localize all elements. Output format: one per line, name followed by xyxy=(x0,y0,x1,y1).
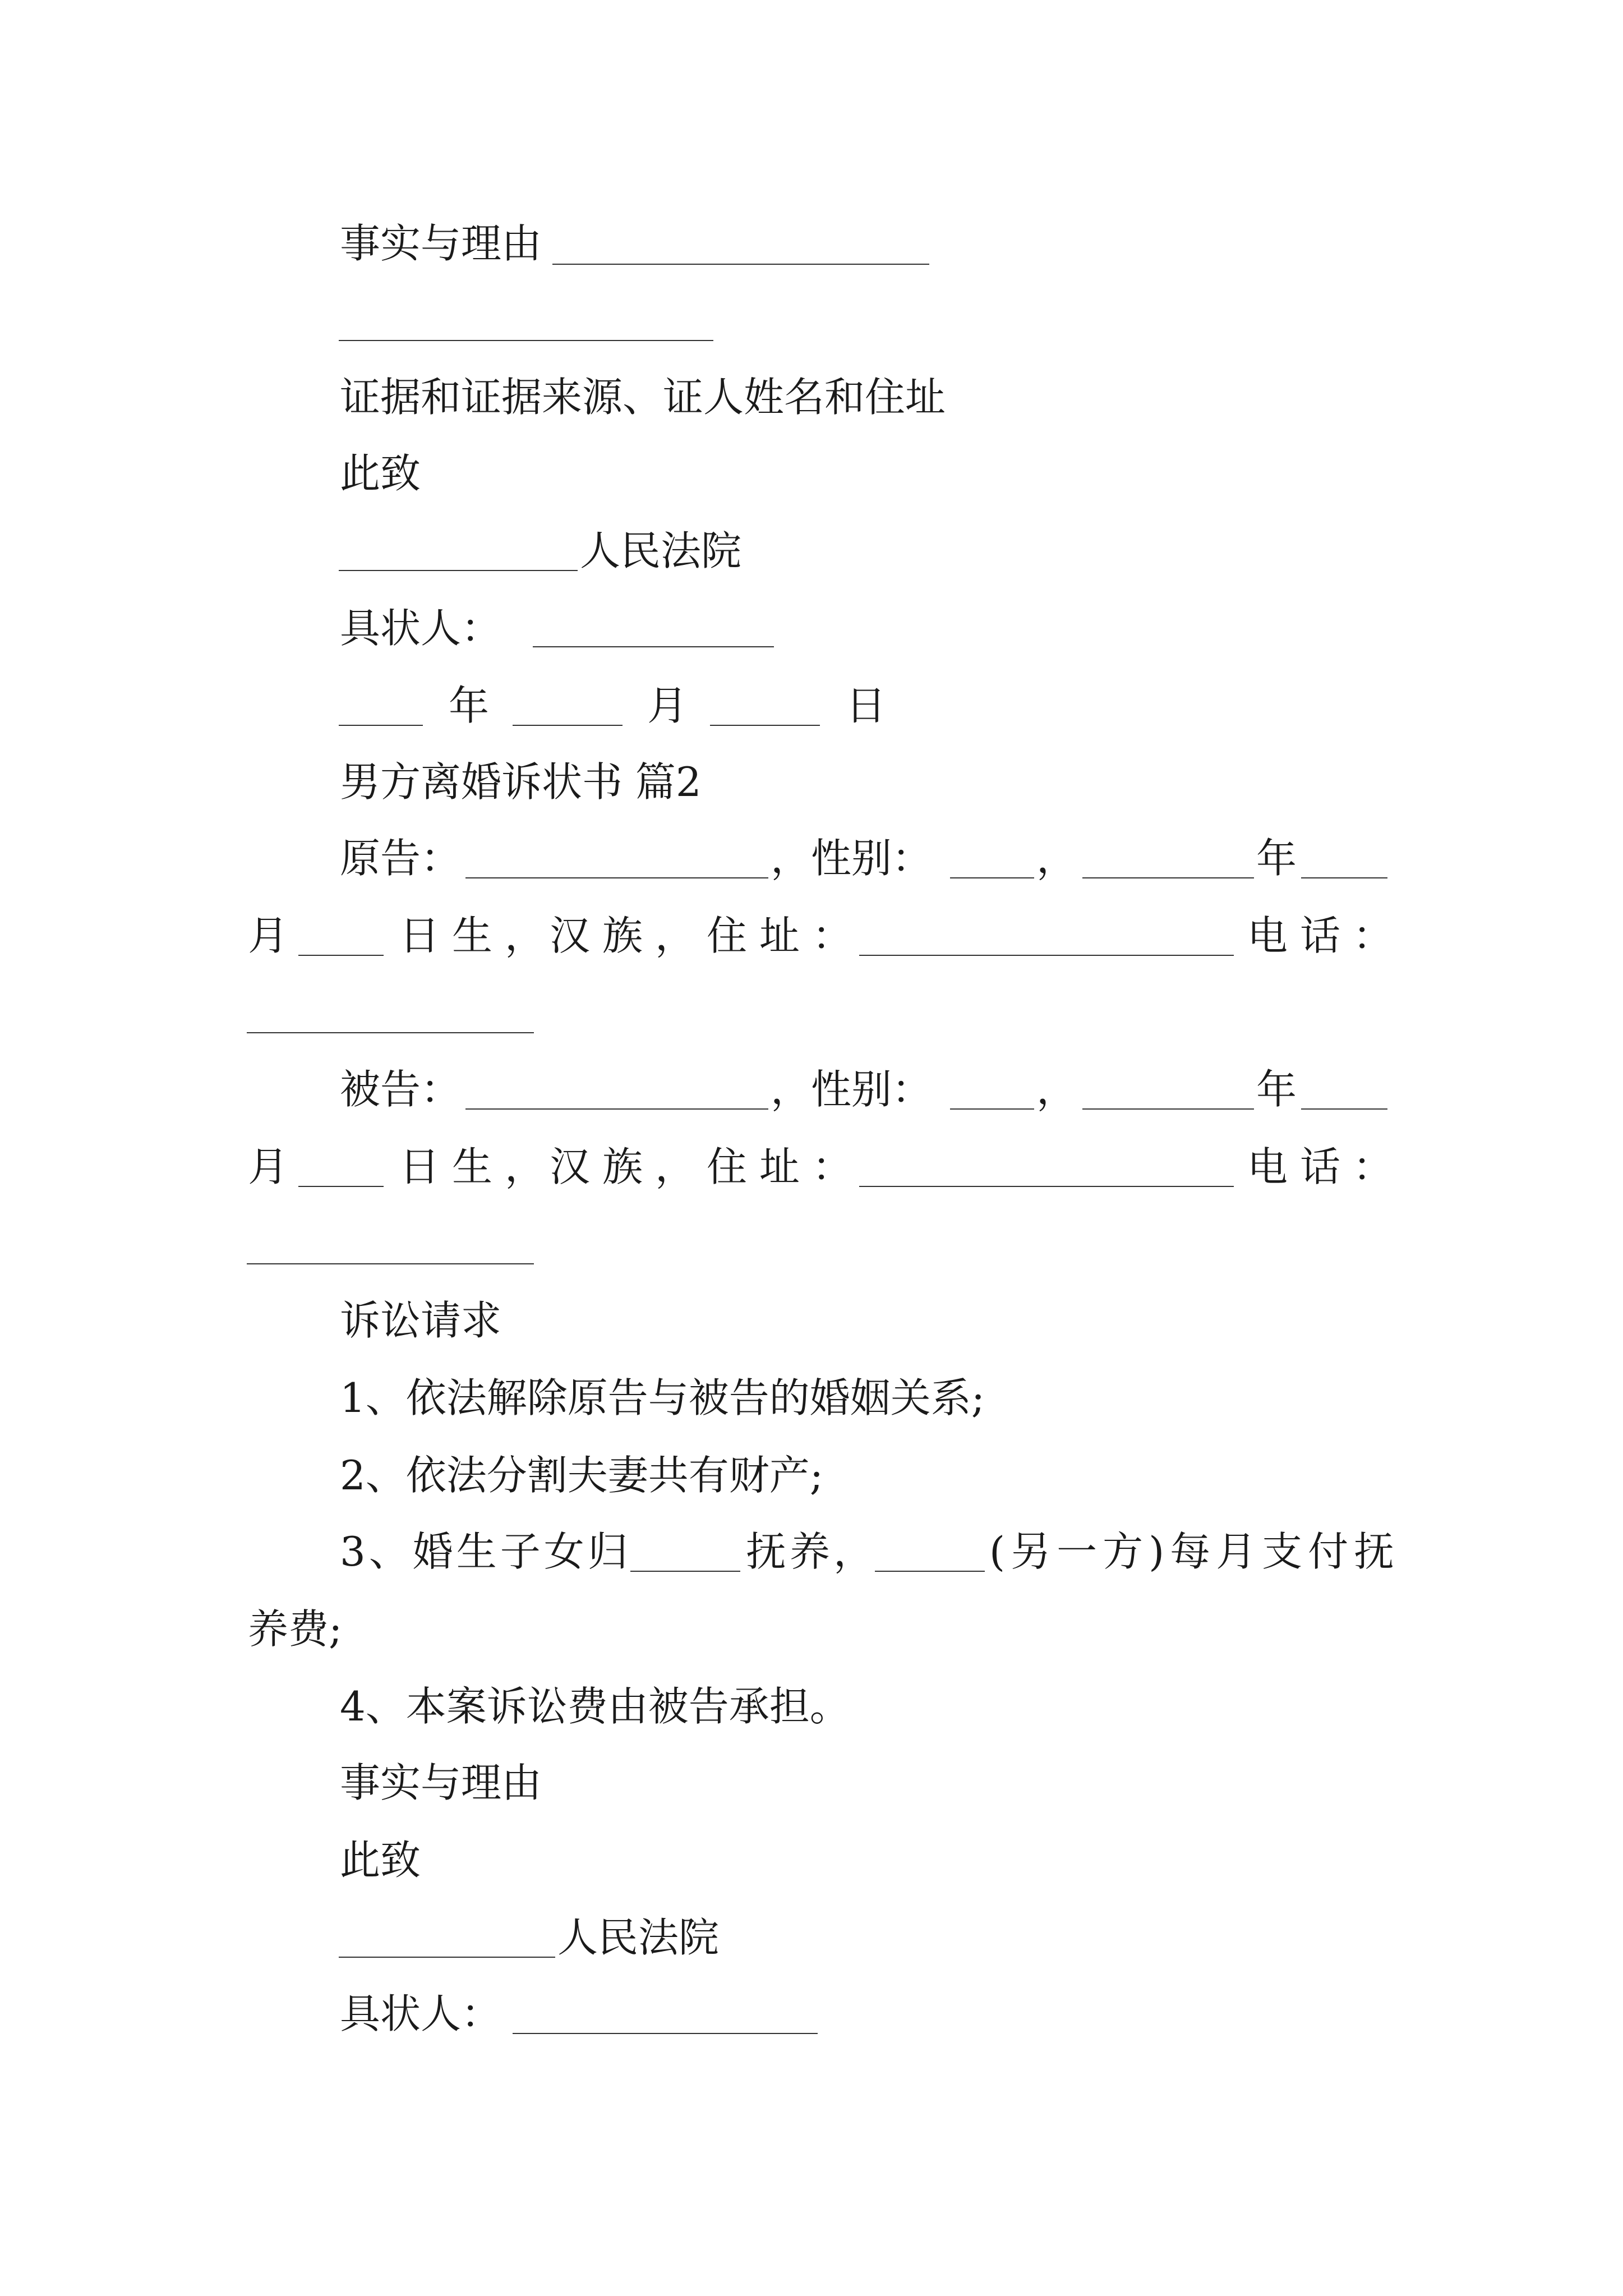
section-heading: 男方离婚诉状书 篇2 xyxy=(340,758,702,806)
defendant-gender-label: ，性别： xyxy=(771,1066,933,1113)
claims-label: 诉讼请求 xyxy=(340,1297,502,1344)
defendant-name-blank xyxy=(465,1108,768,1110)
defendant-phone-blank xyxy=(247,1263,534,1264)
date-day-blank xyxy=(710,725,820,726)
plaintiff-sep: ， xyxy=(1036,835,1077,882)
plaintiff-month-blank-a xyxy=(1301,877,1387,878)
signer-blank-2 xyxy=(513,2033,818,2034)
defendant-phone-label: 电话： xyxy=(1247,1143,1406,1190)
plaintiff-gender-blank xyxy=(950,877,1034,878)
signer-label-2: 具状人： xyxy=(340,1990,502,2037)
plaintiff-born-label: 日生， xyxy=(399,912,558,959)
date-year-label: 年 xyxy=(449,682,490,729)
claim-3-part-c: (另一方)每月支付抚 xyxy=(989,1528,1400,1575)
plaintiff-ethnicity: 汉族， xyxy=(550,912,708,959)
plaintiff-day-blank xyxy=(298,955,384,956)
defendant-born-label: 日生， xyxy=(399,1143,558,1190)
court-name-blank-2 xyxy=(339,1957,555,1958)
claim-3-payer-blank xyxy=(875,1571,985,1572)
defendant-year-blank xyxy=(1082,1108,1254,1110)
facts-reasons-label-2: 事实与理由 xyxy=(340,1759,542,1806)
defendant-month-blank-a xyxy=(1301,1108,1387,1110)
court-suffix-2: 人民法院 xyxy=(557,1914,720,1961)
defendant-ethnicity: 汉族， xyxy=(550,1143,708,1190)
defendant-gender-blank xyxy=(950,1108,1034,1110)
facts-reasons-label xyxy=(340,220,542,267)
facts-blank-line-1 xyxy=(552,264,929,265)
court-name-blank xyxy=(339,570,578,571)
claim-3-part-b: 抚养， xyxy=(746,1528,878,1575)
date-month-label: 月 xyxy=(647,682,688,729)
claim-4: 4、本案诉讼费由被告承担。 xyxy=(340,1683,850,1730)
plaintiff-year-blank xyxy=(1082,877,1254,878)
salutation-2: 此致 xyxy=(340,1837,421,1884)
defendant-month-label: 月 xyxy=(248,1143,289,1190)
defendant-sep: ， xyxy=(1036,1066,1077,1113)
signer-label: 具状人： xyxy=(340,605,502,652)
salutation: 此致 xyxy=(340,450,421,497)
date-year-blank xyxy=(339,725,423,726)
plaintiff-gender-label: ，性别： xyxy=(771,835,933,882)
claim-3-part-d: 养费; xyxy=(248,1605,343,1653)
plaintiff-address-label: 住址： xyxy=(707,912,865,959)
claim-3-part-a: 3、婚生子女归 xyxy=(340,1528,631,1575)
facts-blank-line-2 xyxy=(339,340,713,341)
plaintiff-phone-blank xyxy=(247,1032,534,1033)
plaintiff-label: 原告： xyxy=(340,835,462,882)
facts-reasons-text: 事实与理由 xyxy=(340,220,542,267)
court-suffix: 人民法院 xyxy=(580,527,742,574)
claim-1: 1、依法解除原告与被告的婚姻关系; xyxy=(340,1374,985,1421)
claim-3-custody-blank xyxy=(630,1571,740,1572)
plaintiff-phone-label: 电话： xyxy=(1247,912,1406,959)
plaintiff-year-label: 年 xyxy=(1256,835,1297,882)
date-day-label: 日 xyxy=(846,682,887,729)
defendant-address-blank xyxy=(859,1186,1234,1187)
signer-blank xyxy=(533,646,774,647)
plaintiff-name-blank xyxy=(465,877,768,878)
plaintiff-month-label: 月 xyxy=(248,912,289,959)
plaintiff-address-blank xyxy=(859,955,1234,956)
defendant-label: 被告： xyxy=(340,1066,462,1113)
date-month-blank xyxy=(513,725,623,726)
evidence-label: 证据和证据来源、证人姓名和住址 xyxy=(340,374,946,421)
claim-2: 2、依法分割夫妻共有财产; xyxy=(340,1452,824,1499)
defendant-year-label: 年 xyxy=(1256,1066,1297,1113)
defendant-address-label: 住址： xyxy=(707,1143,865,1190)
defendant-day-blank xyxy=(298,1186,384,1187)
